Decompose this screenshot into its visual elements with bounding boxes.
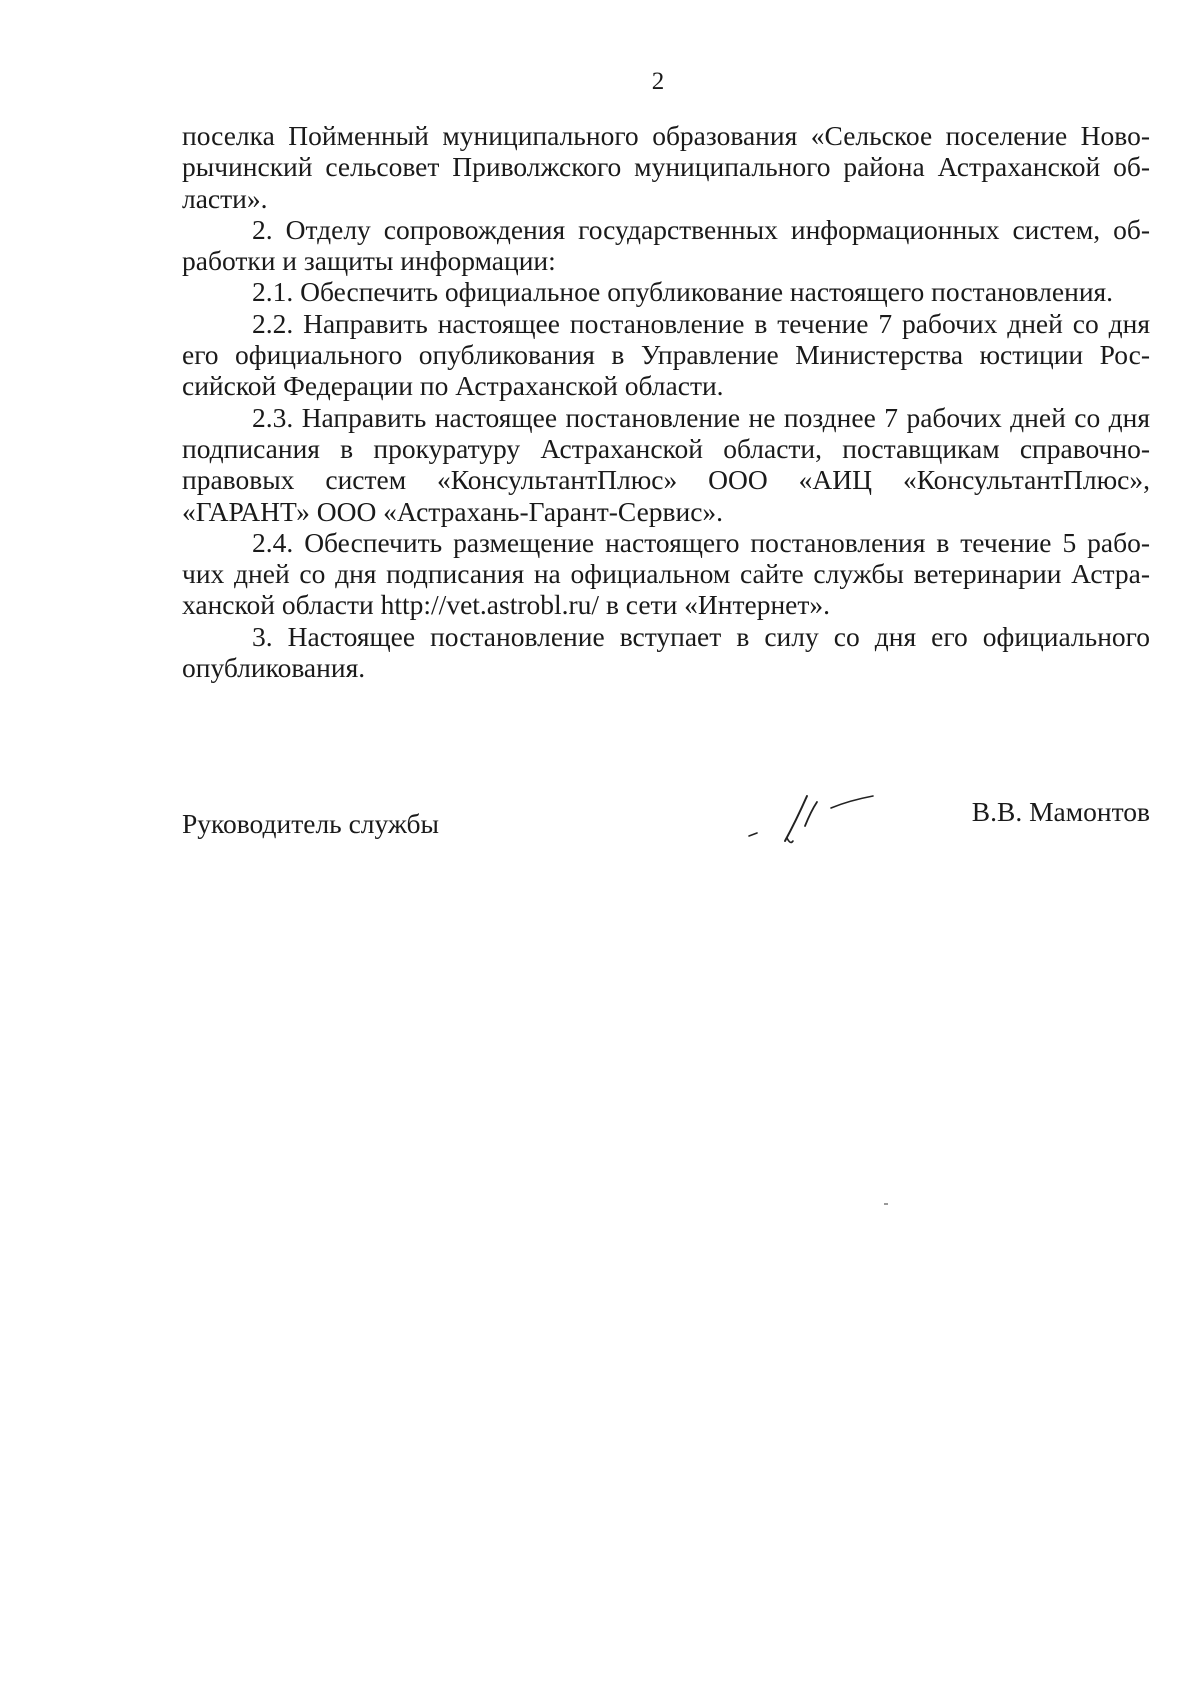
document-body [182,120,1150,683]
signature-block [182,796,1150,856]
signatory-name: В.В. Мамонтов [971,796,1150,827]
paragraph-item-2-3: 2.3. Направить настоящее постановление не позднее 7 рабочих дней со дня подписания в прокуратуру Астраханской области, поставщикам справочно-правовых систем «КонсультантПлюс» ООО «АИЦ «КонсультантПлюс», «ГАРАНТ» ООО «Астрахань-Гарант-Сервис». [182,401,1150,527]
paragraph-item-2-4: 2.4. Обеспечить размещение настоящего постановления в течение 5 рабо-чих дней со дня подписания на официальном сайте службы ветеринарии Астра-ханской области http://vet.astrobl.ru/ в сети «Интернет». [182,526,1150,621]
paragraph-item-2: 2. Отделу сопровождения государственных информационных систем, об-работки и защиты информации: [182,213,1150,277]
paragraph-item-2-1: 2.1. Обеспечить официальное опубликование настоящего постановления. [252,276,1114,308]
page-number: 2 [651,68,665,95]
handwritten-signature [747,786,887,850]
signatory-role: Руководитель службы [182,808,440,839]
paragraph-continuation: поселка Пойменный муниципального образования «Сельское поселение Ново-рычинский сельсовет Приволжского муниципального района Астраханской об-ласти». [182,120,1150,214]
paragraph-item-3: 3. Настоящее постановление вступает в силу со дня его официального опубликования. [182,620,1150,684]
paragraph-item-2-2: 2.2. Направить настоящее постановление в течение 7 рабочих дней со дня его официального опубликования в Управление Министерства юстиции Рос-сийской Федерации по Астраханской области. [182,307,1150,402]
scan-speck [884,1203,888,1205]
